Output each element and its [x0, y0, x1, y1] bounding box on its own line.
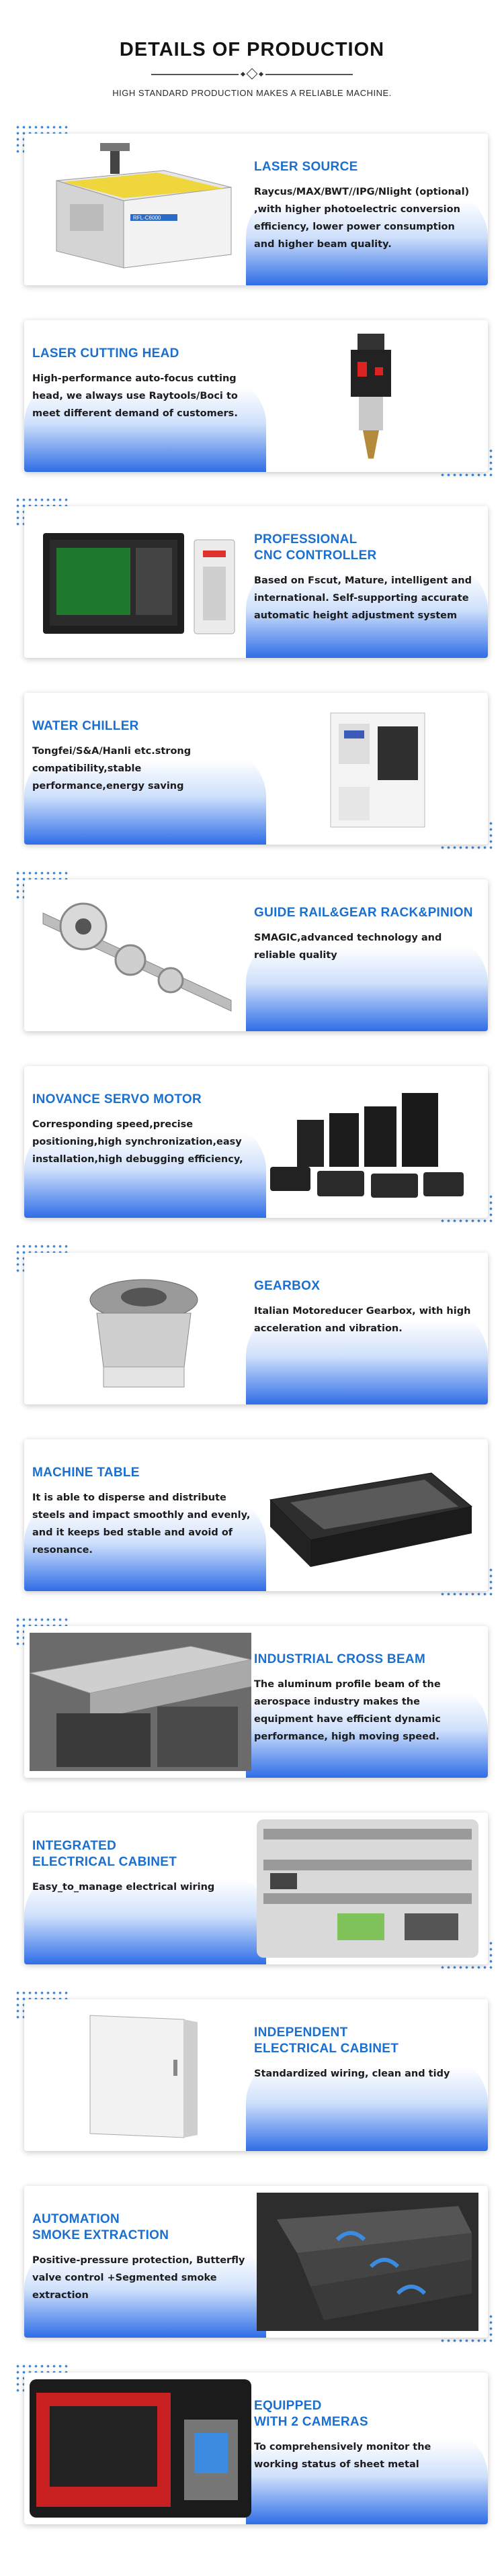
servo-motor-image: [257, 1073, 478, 1211]
water-chiller-image: [257, 700, 478, 838]
section-title: EQUIPPED WITH 2 CAMERAS: [254, 2399, 368, 2429]
section-text: [254, 506, 476, 658]
section-text: [32, 320, 254, 472]
title-ornament: [151, 69, 353, 80]
section-description: Standardized wiring, clean and tidy: [254, 2068, 450, 2079]
section-text: [254, 134, 476, 285]
section-independent-cabinet: [15, 1990, 493, 2158]
section-card: [24, 1813, 488, 1964]
section-description: It is able to disperse and distribute steels and impact smoothly and evenly, and it keeps bed stable and avoid of resonance.: [32, 1492, 251, 1556]
section-title: INDUSTRIAL CROSS BEAM: [254, 1652, 426, 1666]
section-description: Based on Fscut, Mature, intelligent and international. Self-supporting accurate automatic height adjustment system: [254, 575, 472, 621]
section-text: [32, 693, 254, 845]
section-description: High-performance auto-focus cutting head, we always use Raytools/Boci to meet different demand of customers.: [32, 373, 238, 419]
section-text: [32, 2186, 254, 2338]
section-description: Corresponding speed,precise positioning,high synchronization,easy installation,high debugging efficiency,: [32, 1119, 243, 1165]
section-title: INDEPENDENT ELECTRICAL CABINET: [254, 2025, 399, 2056]
section-title: MACHINE TABLE: [32, 1466, 140, 1480]
section-title: LASER CUTTING HEAD: [32, 346, 179, 361]
section-title: GUIDE RAIL&GEAR RACK&PINION: [254, 906, 473, 920]
section-description: Positive-pressure protection, Butterfly valve control +Segmented smoke extraction: [32, 2255, 245, 2301]
section-description: Easy_to_manage electrical wiring: [32, 1882, 215, 1893]
laser-source-image: [30, 140, 251, 279]
section-description: Italian Motoreducer Gearbox, with high acceleration and vibration.: [254, 1306, 471, 1334]
section-card: [24, 1626, 488, 1778]
cnc-controller-image: [30, 513, 251, 651]
section-card: [24, 2186, 488, 2338]
page-title: DETAILS OF PRODUCTION: [119, 39, 385, 60]
laser-model-label: RFL-C6000: [133, 215, 161, 221]
cameras-image: [30, 2379, 251, 2518]
section-card: [24, 693, 488, 845]
section-text: [254, 1253, 476, 1404]
section-text: [254, 1999, 476, 2151]
section-title: INTEGRATED ELECTRICAL CABINET: [32, 1839, 177, 1869]
section-smoke-extraction: [15, 2177, 493, 2344]
machine-table-image: [257, 1446, 478, 1584]
section-cameras: [15, 2363, 493, 2531]
section-title: LASER SOURCE: [254, 160, 358, 174]
independent-cabinet-image: [30, 2006, 251, 2144]
section-laser-source: [15, 124, 493, 292]
section-title: INOVANCE SERVO MOTOR: [32, 1092, 202, 1106]
section-integrated-cabinet: [15, 1803, 493, 1971]
section-card: [24, 1253, 488, 1404]
section-description: Raycus/MAX/BWT//IPG/Nlight (optional) ,with higher photoelectric conversion efficiency, lower power consumption and higher beam quality.: [254, 187, 470, 250]
section-gearbox: [15, 1243, 493, 1411]
section-card: [24, 1439, 488, 1591]
guide-rail-image: [30, 886, 251, 1024]
section-cnc-controller: [15, 497, 493, 665]
section-text: [32, 1439, 254, 1591]
section-machine-table: [15, 1430, 493, 1598]
section-card: [24, 1066, 488, 1218]
section-description: Tongfei/S&A/Hanli etc.strong compatibility,stable performance,energy saving: [32, 746, 192, 792]
section-card: [24, 134, 488, 285]
gearbox-image: [30, 1259, 251, 1398]
cutting-head-image: [257, 327, 478, 465]
page-subtitle: HIGH STANDARD PRODUCTION MAKES A RELIABLE MACHINE.: [112, 88, 392, 98]
section-card: [24, 320, 488, 472]
section-cross-beam: [15, 1617, 493, 1784]
section-text: [254, 2373, 476, 2524]
section-water-chiller: [15, 683, 493, 851]
section-card: [24, 506, 488, 658]
section-text: [32, 1066, 254, 1218]
section-title: WATER CHILLER: [32, 719, 139, 733]
section-card: [24, 2373, 488, 2524]
section-guide-rail: [15, 870, 493, 1038]
section-description: To comprehensively monitor the working status of sheet metal: [254, 2442, 431, 2470]
section-title: AUTOMATION SMOKE EXTRACTION: [32, 2212, 169, 2242]
section-card: [24, 1999, 488, 2151]
smoke-extraction-image: [257, 2193, 478, 2331]
cross-beam-image: [30, 1633, 251, 1771]
section-text: [254, 1626, 476, 1778]
section-card: [24, 879, 488, 1031]
page-header: [0, 0, 504, 107]
section-description: SMAGIC,advanced technology and reliable quality: [254, 933, 442, 961]
section-laser-cutting-head: [15, 311, 493, 479]
section-text: [32, 1813, 254, 1964]
integrated-cabinet-image: [257, 1819, 478, 1958]
section-title: GEARBOX: [254, 1279, 321, 1293]
section-title: PROFESSIONAL CNC CONTROLLER: [254, 532, 377, 563]
section-servo-motor: [15, 1057, 493, 1225]
section-description: The aluminum profile beam of the aerospace industry makes the equipment have efficient dynamic performance, high moving speed.: [254, 1679, 441, 1742]
section-text: [254, 879, 476, 1031]
